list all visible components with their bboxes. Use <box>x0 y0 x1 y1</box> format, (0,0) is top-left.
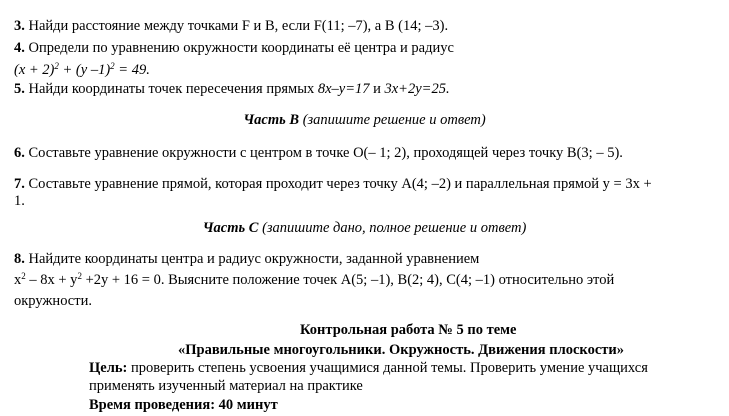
part-b-header <box>0 112 729 129</box>
goal-label: Цель: <box>89 360 128 376</box>
task-4 <box>14 40 454 57</box>
goal-text: проверить степень усвоения учащимися данной темы. Проверить умение учащихся <box>127 360 648 376</box>
task-number: 7. <box>14 176 25 192</box>
task-8-equation <box>14 272 614 289</box>
task-number: 5. <box>14 81 25 97</box>
goal-text: применять изученный материал на практике <box>89 378 363 394</box>
equation-part: + (y –1) <box>58 62 111 78</box>
task-text: Найди расстояние между точками F и B, если F(11; –7), а B (14; –3). <box>28 18 449 34</box>
section-title: Часть В <box>243 112 300 128</box>
task-8-continued <box>14 293 92 310</box>
line-equation-1: 8x–y=17 <box>317 81 370 97</box>
exponent: 2 <box>77 271 82 281</box>
test-topic <box>178 342 624 359</box>
test-heading-text: Контрольная работа № 5 по теме <box>300 322 517 338</box>
task-text: Найди координаты точек пересечения прямых <box>28 81 315 97</box>
line-equation-2: 3x+2y=25. <box>384 81 450 97</box>
task-7 <box>14 176 652 193</box>
circle-equation <box>14 62 150 79</box>
exponent: 2 <box>110 61 115 71</box>
duration-text: Время проведения: 40 минут <box>89 397 278 413</box>
test-goal <box>89 360 648 377</box>
task-number: 8. <box>14 251 25 267</box>
equation-part: – 8x + y <box>25 272 78 288</box>
task-6 <box>14 145 623 162</box>
section-title: Часть С <box>202 220 259 236</box>
task-text: Составьте уравнение прямой, которая проходит через точку A(4; –2) и параллельная прямой y = 3x + <box>28 176 652 192</box>
task-text: Найдите координаты центра и радиус окружности, заданной уравнением <box>28 251 480 267</box>
equation-part: (x + 2) <box>14 62 55 78</box>
equation-part: x <box>14 272 22 288</box>
task-5 <box>14 81 450 98</box>
conjunction: и <box>373 81 381 97</box>
exponent: 2 <box>21 271 26 281</box>
task-text: окружности. <box>14 293 92 309</box>
test-goal-continued <box>89 378 363 395</box>
task-text: Определи по уравнению окружности координаты её центра и радиус <box>28 40 454 56</box>
task-number: 6. <box>14 145 25 161</box>
task-text: 1. <box>14 193 25 209</box>
test-heading <box>300 322 516 339</box>
equation-part: +2y + 16 = 0. Выясните положение точек A(5; –1), B(2; 4), C(4; –1) относительно этой <box>81 272 615 288</box>
section-subtitle: (запишите решение и ответ) <box>302 112 486 128</box>
part-c-header <box>0 220 729 237</box>
section-subtitle: (запишите дано, полное решение и ответ) <box>262 220 527 236</box>
task-3 <box>14 18 448 35</box>
task-number: 4. <box>14 40 25 56</box>
test-topic-text: «Правильные многоугольники. Окружность. Движения плоскости» <box>178 342 624 358</box>
exponent: 2 <box>54 61 59 71</box>
task-8 <box>14 251 479 268</box>
task-number: 3. <box>14 18 25 34</box>
equation-part: = 49. <box>114 62 150 78</box>
test-duration <box>89 397 278 414</box>
task-text: Составьте уравнение окружности с центром в точке O(– 1; 2), проходящей через точку B(3; – 5). <box>28 145 623 161</box>
task-7-continued <box>14 193 25 210</box>
